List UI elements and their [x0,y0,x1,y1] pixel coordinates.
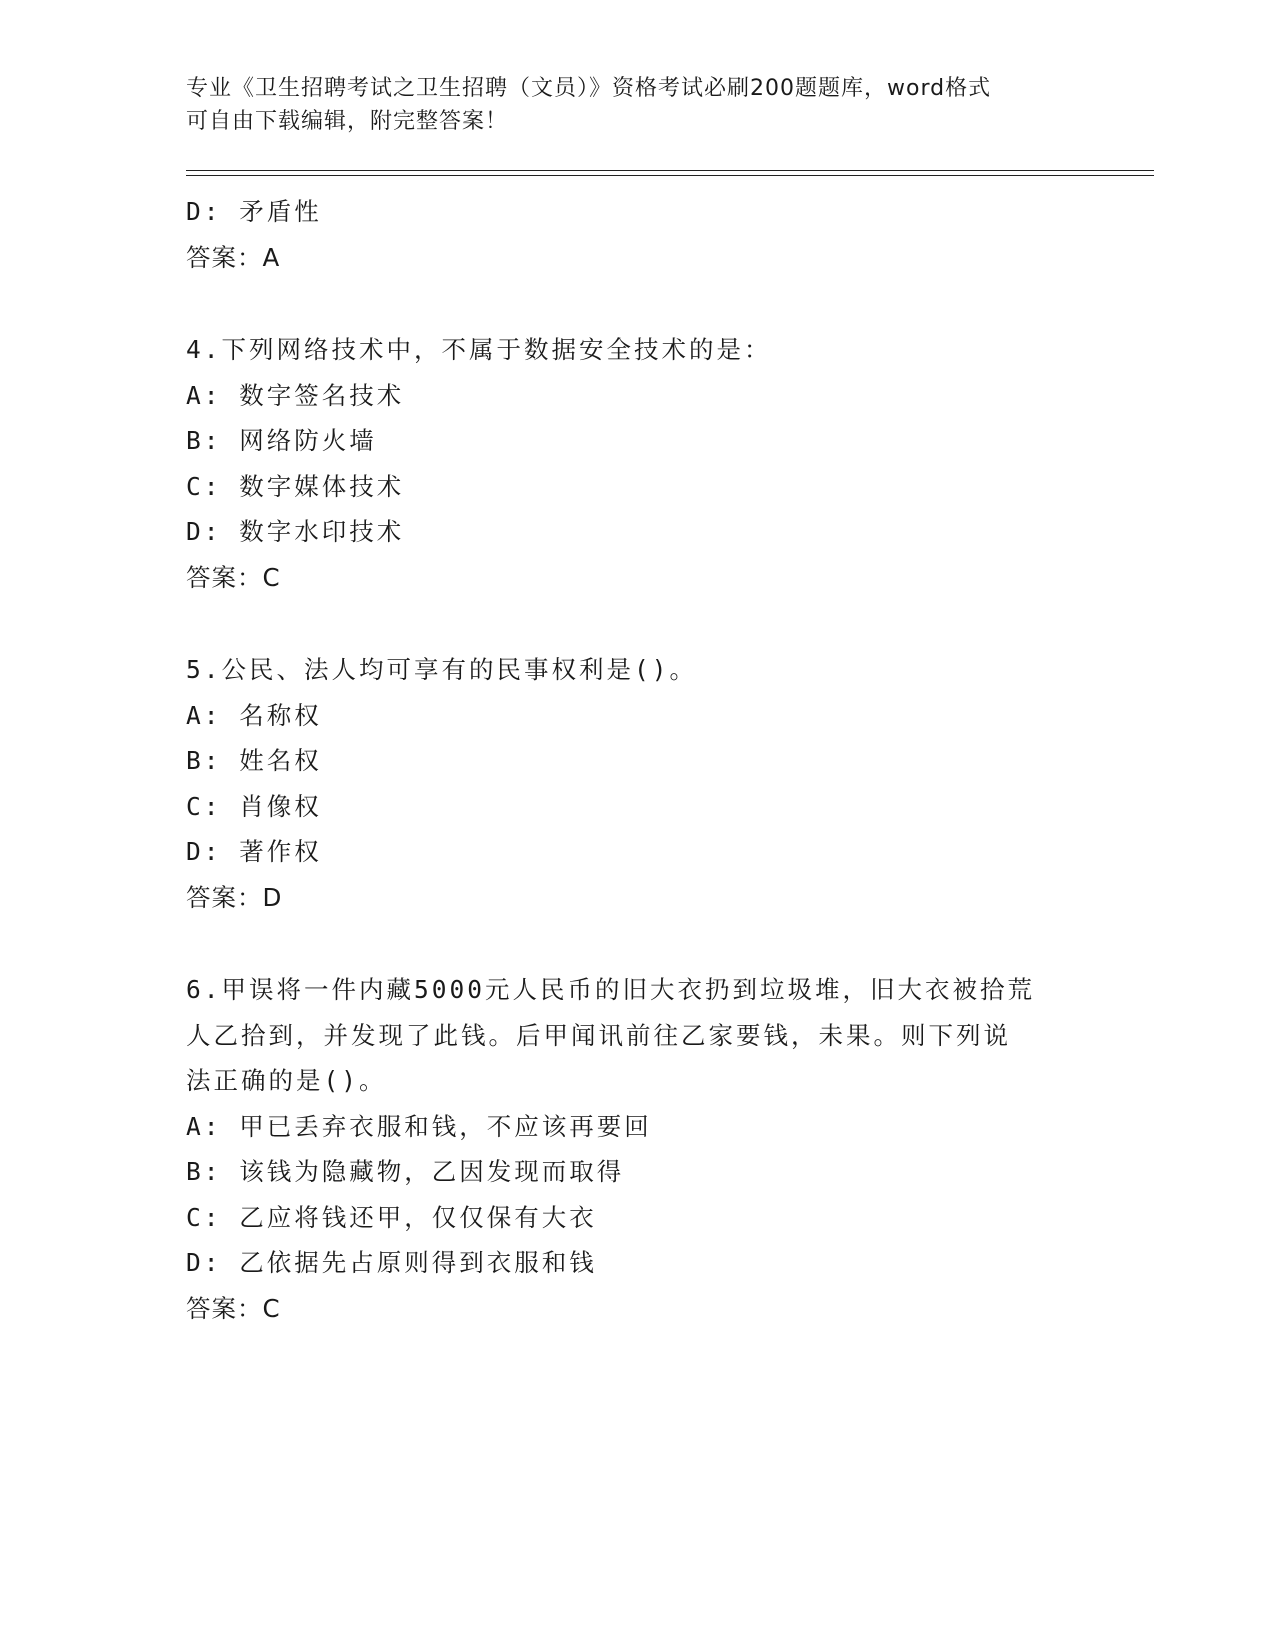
spacer [186,280,1086,327]
answer-line: 答案：C [186,562,281,592]
option-c: C: 数字媒体技术 [186,471,405,501]
spacer [186,600,1086,647]
header-title-line-1: 专业《卫生招聘考试之卫生招聘（文员）》资格考试必刷200题题库，word格式 [186,76,992,101]
answer-line: 答案：A [186,242,281,272]
option-b: B: 网络防火墙 [186,426,377,455]
option-a: A: 甲已丢弃衣服和钱，不应该再要回 [186,1111,652,1141]
header-divider-bottom [186,175,1154,176]
option-a: A: 名称权 [186,700,322,730]
option-d: D: 矛盾性 [186,197,322,226]
question-stem-line-3: 法正确的是()。 [186,1066,387,1095]
option-d: D: 著作权 [186,837,322,866]
answer-line: 答案：C [186,1293,281,1323]
spacer [186,920,1086,967]
option-d: D: 数字水印技术 [186,517,405,546]
option-d: D: 乙依据先占原则得到衣服和钱 [186,1248,597,1277]
question-6 [186,967,1086,1331]
header-divider-top [186,170,1154,171]
option-b: B: 姓名权 [186,746,322,775]
answer-line: 答案：D [186,882,283,912]
question-stem-line-2: 人乙拾到，并发现了此钱。后甲闻讯前往乙家要钱，未果。则下列说 [186,1020,1011,1050]
option-c: C: 乙应将钱还甲，仅仅保有大衣 [186,1202,597,1232]
question-content [186,189,1086,1331]
option-a: A: 数字签名技术 [186,380,405,410]
question-stem-line-1: 6.甲误将一件内藏5000元人民币的旧大衣扔到垃圾堆，旧大衣被拾荒 [186,975,1035,1004]
option-c: C: 肖像权 [186,791,322,821]
question-stem: 4.下列网络技术中，不属于数据安全技术的是： [186,335,772,364]
question-4 [186,327,1086,600]
page-header [186,72,1086,138]
header-title-line-2: 可自由下载编辑，附完整答案！ [186,109,509,134]
question-5 [186,647,1086,920]
question-stem: 5.公民、法人均可享有的民事权利是()。 [186,655,697,684]
option-b: B: 该钱为隐藏物，乙因发现而取得 [186,1157,625,1186]
